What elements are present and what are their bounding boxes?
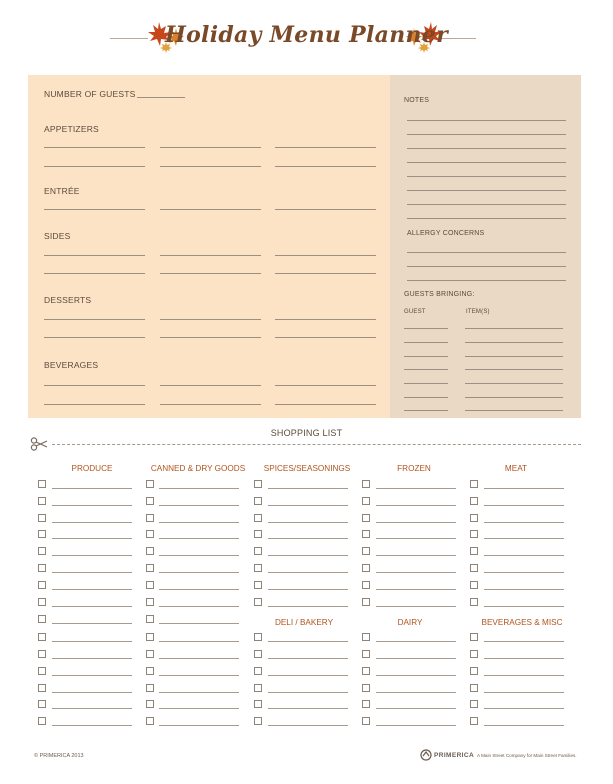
item-line[interactable] [465, 328, 563, 329]
shopping-checkbox[interactable] [38, 480, 46, 488]
shopping-item-line[interactable] [159, 658, 239, 659]
shopping-item-line[interactable] [159, 641, 239, 642]
brand-tagline: A Main Street Company for Main Street Families. [477, 753, 577, 758]
brand-name: PRIMERICA [434, 752, 475, 759]
shopping-checkbox[interactable] [470, 717, 478, 725]
shopping-checkbox[interactable] [254, 514, 262, 522]
shopping-checkbox[interactable] [38, 700, 46, 708]
shopping-item-line[interactable] [52, 538, 132, 539]
shopping-checkbox[interactable] [362, 514, 370, 522]
shopping-item-line[interactable] [376, 692, 456, 693]
shopping-checkbox[interactable] [470, 530, 478, 538]
shopping-item-line[interactable] [268, 641, 348, 642]
shopping-checkbox[interactable] [146, 598, 154, 606]
shopping-checkbox[interactable] [470, 667, 478, 675]
category-beverages-misc: BEVERAGES & MISC [481, 618, 563, 627]
shopping-checkbox[interactable] [38, 667, 46, 675]
shopping-item-line[interactable] [484, 725, 564, 726]
shopping-checkbox[interactable] [254, 581, 262, 589]
shopping-checkbox[interactable] [38, 530, 46, 538]
page-header [0, 14, 613, 56]
shopping-checkbox[interactable] [146, 615, 154, 623]
shopping-item-line[interactable] [376, 572, 456, 573]
shopping-checkbox[interactable] [254, 684, 262, 692]
shopping-item-line[interactable] [52, 658, 132, 659]
shopping-item-line[interactable] [268, 555, 348, 556]
guest-line[interactable] [404, 397, 448, 398]
shopping-item-line[interactable] [484, 572, 564, 573]
shopping-checkbox[interactable] [362, 547, 370, 555]
notes-line[interactable] [407, 120, 566, 121]
shopping-item-line[interactable] [52, 505, 132, 506]
shopping-checkbox[interactable] [470, 650, 478, 658]
shopping-checkbox[interactable] [146, 564, 154, 572]
notes-line[interactable] [407, 218, 566, 219]
beverages-line[interactable] [275, 385, 376, 386]
appetizers-label: APPETIZERS [44, 124, 99, 134]
appetizers-line[interactable] [275, 166, 376, 167]
shopping-checkbox[interactable] [254, 633, 262, 641]
page-title: Holiday Menu Planner [165, 22, 448, 48]
shopping-item-line[interactable] [376, 589, 456, 590]
shopping-checkbox[interactable] [362, 530, 370, 538]
guest-line[interactable] [404, 410, 448, 411]
shopping-item-line[interactable] [268, 522, 348, 523]
shopping-item-line[interactable] [52, 725, 132, 726]
shopping-checkbox[interactable] [254, 667, 262, 675]
shopping-checkbox[interactable] [146, 717, 154, 725]
shopping-checkbox[interactable] [470, 598, 478, 606]
shopping-checkbox[interactable] [470, 480, 478, 488]
item-line[interactable] [465, 342, 563, 343]
allergy-line[interactable] [407, 280, 566, 281]
shopping-checkbox[interactable] [362, 700, 370, 708]
shopping-checkbox[interactable] [146, 514, 154, 522]
category-deli-bakery: DELI / BAKERY [274, 618, 334, 627]
beverages-label: BEVERAGES [44, 360, 99, 370]
shopping-item-line[interactable] [52, 623, 132, 624]
shopping-item-line[interactable] [159, 623, 239, 624]
shopping-item-line[interactable] [159, 572, 239, 573]
shopping-checkbox[interactable] [470, 564, 478, 572]
shopping-item-line[interactable] [268, 505, 348, 506]
shopping-checkbox[interactable] [146, 633, 154, 641]
shopping-item-line[interactable] [159, 692, 239, 693]
shopping-checkbox[interactable] [362, 497, 370, 505]
shopping-item-line[interactable] [268, 572, 348, 573]
sides-label: SIDES [44, 231, 71, 241]
shopping-item-line[interactable] [484, 488, 564, 489]
category-frozen: FROZEN [397, 464, 431, 473]
desserts-line[interactable] [44, 337, 145, 338]
shopping-checkbox[interactable] [470, 700, 478, 708]
appetizers-line[interactable] [44, 166, 145, 167]
shopping-checkbox[interactable] [146, 480, 154, 488]
sides-line[interactable] [160, 273, 261, 274]
entree-label: ENTRÉE [44, 186, 80, 196]
shopping-item-line[interactable] [159, 522, 239, 523]
shopping-item-line[interactable] [159, 708, 239, 709]
guest-line[interactable] [404, 383, 448, 384]
shopping-item-line[interactable] [52, 555, 132, 556]
shopping-item-line[interactable] [268, 708, 348, 709]
guests-label: NUMBER OF GUESTS [44, 89, 136, 99]
shopping-checkbox[interactable] [254, 700, 262, 708]
desserts-line[interactable] [44, 319, 145, 320]
desserts-line[interactable] [275, 337, 376, 338]
cut-line [52, 444, 581, 445]
shopping-item-line[interactable] [159, 589, 239, 590]
notes-panel [390, 75, 581, 418]
shopping-checkbox[interactable] [146, 650, 154, 658]
shopping-item-line[interactable] [484, 606, 564, 607]
shopping-item-line[interactable] [268, 538, 348, 539]
appetizers-line[interactable] [44, 147, 145, 148]
sides-line[interactable] [44, 273, 145, 274]
shopping-item-line[interactable] [376, 538, 456, 539]
shopping-item-line[interactable] [484, 641, 564, 642]
shopping-item-line[interactable] [376, 522, 456, 523]
shopping-item-line[interactable] [52, 488, 132, 489]
shopping-item-line[interactable] [376, 555, 456, 556]
appetizers-line[interactable] [160, 147, 261, 148]
shopping-item-line[interactable] [268, 606, 348, 607]
shopping-item-line[interactable] [376, 708, 456, 709]
shopping-item-line[interactable] [484, 658, 564, 659]
beverages-line[interactable] [44, 385, 145, 386]
shopping-checkbox[interactable] [38, 717, 46, 725]
guest-column-label: GUEST [404, 309, 426, 315]
shopping-item-line[interactable] [376, 488, 456, 489]
shopping-item-line[interactable] [484, 505, 564, 506]
sides-line[interactable] [160, 255, 261, 256]
notes-line[interactable] [407, 134, 566, 135]
shopping-item-line[interactable] [52, 572, 132, 573]
guest-line[interactable] [404, 342, 448, 343]
shopping-item-line[interactable] [268, 675, 348, 676]
shopping-item-line[interactable] [268, 589, 348, 590]
copyright-text: © PRIMERICA 2013 [34, 753, 84, 759]
shopping-checkbox[interactable] [254, 564, 262, 572]
category-produce: PRODUCE [71, 464, 113, 473]
shopping-item-line[interactable] [159, 505, 239, 506]
beverages-line[interactable] [160, 404, 261, 405]
shopping-checkbox[interactable] [470, 684, 478, 692]
item-line[interactable] [465, 397, 563, 398]
shopping-checkbox[interactable] [254, 497, 262, 505]
category-spices-seasonings: SPICES/SEASONINGS [263, 464, 351, 473]
entree-line[interactable] [160, 209, 261, 210]
shopping-item-line[interactable] [159, 538, 239, 539]
category-meat: MEAT [504, 464, 528, 473]
shopping-item-line[interactable] [268, 692, 348, 693]
shopping-item-line[interactable] [52, 641, 132, 642]
shopping-item-line[interactable] [376, 658, 456, 659]
shopping-checkbox[interactable] [38, 497, 46, 505]
shopping-item-line[interactable] [159, 675, 239, 676]
shopping-checkbox[interactable] [254, 547, 262, 555]
shopping-checkbox[interactable] [362, 633, 370, 641]
allergy-line[interactable] [407, 252, 566, 253]
shopping-item-line[interactable] [376, 725, 456, 726]
shopping-checkbox[interactable] [362, 581, 370, 589]
appetizers-line[interactable] [160, 166, 261, 167]
shopping-checkbox[interactable] [38, 564, 46, 572]
desserts-line[interactable] [160, 337, 261, 338]
shopping-checkbox[interactable] [362, 684, 370, 692]
sides-line[interactable] [275, 255, 376, 256]
guests-bringing-label: GUESTS BRINGING: [404, 291, 475, 298]
appetizers-line[interactable] [275, 147, 376, 148]
shopping-checkbox[interactable] [470, 514, 478, 522]
shopping-item-line[interactable] [484, 692, 564, 693]
notes-label: NOTES [404, 97, 430, 104]
guest-line[interactable] [404, 369, 448, 370]
category-dairy: DAIRY [397, 618, 423, 627]
shopping-item-line[interactable] [376, 606, 456, 607]
shopping-checkbox[interactable] [254, 530, 262, 538]
scissors-icon [30, 437, 48, 451]
shopping-checkbox[interactable] [146, 530, 154, 538]
shopping-checkbox[interactable] [38, 547, 46, 555]
shopping-item-line[interactable] [484, 589, 564, 590]
shopping-item-line[interactable] [484, 538, 564, 539]
entree-line[interactable] [44, 209, 145, 210]
sides-line[interactable] [275, 273, 376, 274]
shopping-checkbox[interactable] [362, 667, 370, 675]
shopping-checkbox[interactable] [146, 581, 154, 589]
primerica-logo-icon [420, 749, 432, 761]
shopping-item-line[interactable] [159, 488, 239, 489]
shopping-checkbox[interactable] [38, 598, 46, 606]
shopping-checkbox[interactable] [146, 667, 154, 675]
shopping-item-line[interactable] [159, 555, 239, 556]
shopping-checkbox[interactable] [38, 650, 46, 658]
shopping-item-line[interactable] [52, 589, 132, 590]
shopping-checkbox[interactable] [38, 684, 46, 692]
shopping-item-line[interactable] [376, 641, 456, 642]
shopping-checkbox[interactable] [146, 497, 154, 505]
item-line[interactable] [465, 369, 563, 370]
shopping-checkbox[interactable] [470, 633, 478, 641]
shopping-item-line[interactable] [268, 658, 348, 659]
shopping-item-line[interactable] [484, 675, 564, 676]
shopping-checkbox[interactable] [254, 598, 262, 606]
shopping-checkbox[interactable] [362, 480, 370, 488]
shopping-item-line[interactable] [376, 675, 456, 676]
item-line[interactable] [465, 410, 563, 411]
shopping-checkbox[interactable] [362, 650, 370, 658]
shopping-item-line[interactable] [484, 555, 564, 556]
shopping-checkbox[interactable] [254, 717, 262, 725]
shopping-checkbox[interactable] [470, 581, 478, 589]
shopping-item-line[interactable] [376, 505, 456, 506]
shopping-item-line[interactable] [268, 488, 348, 489]
shopping-item-line[interactable] [52, 606, 132, 607]
shopping-checkbox[interactable] [362, 598, 370, 606]
shopping-item-line[interactable] [52, 675, 132, 676]
notes-line[interactable] [407, 190, 566, 191]
allergy-line[interactable] [407, 266, 566, 267]
notes-line[interactable] [407, 148, 566, 149]
shopping-checkbox[interactable] [38, 615, 46, 623]
sides-line[interactable] [44, 255, 145, 256]
shopping-item-line[interactable] [484, 522, 564, 523]
items-column-label: ITEM(S) [466, 309, 490, 315]
shopping-checkbox[interactable] [362, 564, 370, 572]
shopping-checkbox[interactable] [254, 480, 262, 488]
shopping-item-line[interactable] [52, 692, 132, 693]
shopping-item-line[interactable] [159, 606, 239, 607]
shopping-item-line[interactable] [52, 522, 132, 523]
shopping-item-line[interactable] [159, 725, 239, 726]
guests-count-line[interactable] [137, 97, 185, 98]
shopping-item-line[interactable] [484, 708, 564, 709]
shopping-checkbox[interactable] [254, 650, 262, 658]
shopping-checkbox[interactable] [470, 497, 478, 505]
notes-line[interactable] [407, 162, 566, 163]
desserts-line[interactable] [275, 319, 376, 320]
entree-line[interactable] [275, 209, 376, 210]
allergy-label: ALLERGY CONCERNS [407, 230, 485, 237]
shopping-checkbox[interactable] [362, 717, 370, 725]
beverages-line[interactable] [160, 385, 261, 386]
notes-line[interactable] [407, 176, 566, 177]
item-line[interactable] [465, 383, 563, 384]
shopping-checkbox[interactable] [38, 633, 46, 641]
shopping-checkbox[interactable] [146, 700, 154, 708]
category-canned-dry-goods: CANNED & DRY GOODS [150, 464, 246, 473]
desserts-line[interactable] [160, 319, 261, 320]
shopping-checkbox[interactable] [38, 581, 46, 589]
beverages-line[interactable] [44, 404, 145, 405]
beverages-line[interactable] [275, 404, 376, 405]
shopping-checkbox[interactable] [146, 547, 154, 555]
guest-line[interactable] [404, 356, 448, 357]
notes-line[interactable] [407, 204, 566, 205]
shopping-checkbox[interactable] [470, 547, 478, 555]
guest-line[interactable] [404, 328, 448, 329]
shopping-item-line[interactable] [268, 725, 348, 726]
shopping-list-title: SHOPPING LIST [270, 428, 343, 438]
desserts-label: DESSERTS [44, 295, 92, 305]
shopping-checkbox[interactable] [38, 514, 46, 522]
shopping-item-line[interactable] [52, 708, 132, 709]
item-line[interactable] [465, 356, 563, 357]
shopping-checkbox[interactable] [146, 684, 154, 692]
